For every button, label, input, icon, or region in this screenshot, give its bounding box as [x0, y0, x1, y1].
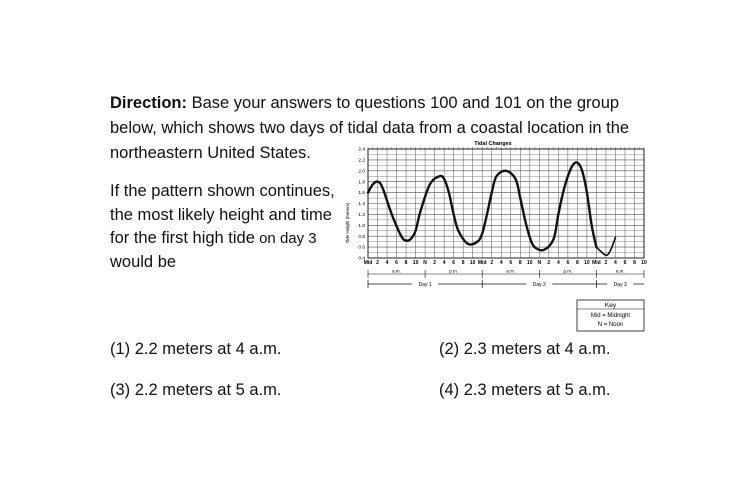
day-label: Day 3 — [613, 281, 627, 288]
answer-option-3[interactable]: (3) 2.2 meters at 5 a.m. — [110, 381, 282, 399]
x-tick-label: Mid — [363, 260, 373, 266]
y-tick-label: 0.4 — [358, 256, 365, 262]
day-label: Day 1 — [418, 281, 432, 288]
x-tick-label: 8 — [404, 260, 408, 266]
x-tick-label: N — [423, 260, 427, 266]
key-line-1: Mid = Midnight — [590, 313, 631, 319]
period-label: a.m. — [615, 268, 625, 274]
x-tick-label: 10 — [527, 260, 533, 266]
y-tick-label: 0.8 — [358, 234, 365, 240]
y-tick-label: 2.0 — [358, 169, 365, 175]
y-tick-label: 1.4 — [358, 202, 365, 208]
y-tick-label: 1.6 — [358, 191, 365, 197]
x-tick-label: 4 — [614, 260, 617, 266]
key-title: Key — [604, 302, 617, 309]
x-tick-label: 4 — [442, 260, 446, 266]
question-line-4: would be — [110, 252, 177, 271]
tidal-chart — [335, 135, 650, 335]
x-tick-label: 6 — [623, 260, 627, 266]
x-tick-label: 10 — [584, 260, 590, 266]
question-line-3a: for the first high tide — [110, 229, 255, 247]
x-tick-label: 8 — [633, 260, 636, 266]
x-tick-label: 6 — [509, 260, 513, 266]
key-line-2: N = Noon — [597, 322, 624, 328]
direction-text: Base your answers to questions 100 and 101 on the group below, which shows two days of tidal data from a coastal location in the northeastern United States. — [110, 94, 630, 162]
chart-ylabel: Tide Height (meters) — [345, 202, 350, 244]
x-tick-label: 10 — [412, 260, 419, 266]
x-tick-label: 10 — [469, 260, 476, 266]
answer-option-4[interactable]: (4) 2.3 meters at 5 a.m. — [439, 381, 611, 399]
x-tick-label: 2 — [376, 260, 379, 266]
x-tick-label: 2 — [433, 260, 437, 266]
y-tick-label: 2.4 — [358, 147, 365, 153]
x-tick-label: 8 — [518, 260, 522, 266]
question-line-2: the most likely height and time — [110, 205, 332, 224]
y-tick-label: 2.2 — [358, 158, 365, 164]
x-tick-label: 6 — [395, 260, 398, 266]
question-line-1: If the pattern shown continues, — [110, 182, 335, 200]
y-tick-label: 1.8 — [358, 180, 365, 186]
x-tick-label: Mid — [477, 260, 487, 266]
y-tick-label: 1.0 — [358, 223, 365, 229]
x-tick-label: 2 — [547, 260, 551, 266]
chart-title: Tidal Changes — [474, 141, 512, 147]
question-text — [110, 180, 350, 274]
x-tick-label: 10 — [641, 260, 647, 266]
x-tick-label: 8 — [575, 260, 579, 266]
day-label: Day 2 — [532, 281, 546, 288]
x-tick-label: 4 — [499, 260, 503, 266]
y-tick-label: 1.2 — [358, 213, 365, 218]
answer-option-1[interactable]: (1) 2.2 meters at 4 a.m. — [110, 340, 282, 358]
question-line-3 — [110, 227, 350, 251]
period-label: p.m. — [563, 268, 573, 274]
x-tick-label: 2 — [604, 260, 608, 266]
x-tick-label: 6 — [452, 260, 456, 266]
x-tick-label: 4 — [556, 260, 560, 266]
y-tick-label: 0.6 — [358, 245, 365, 251]
period-label: a.m. — [392, 268, 401, 274]
x-tick-label: Mid — [592, 260, 601, 266]
x-tick-label: 6 — [566, 260, 570, 266]
question-line-3b: on day 3 — [254, 230, 317, 247]
answer-option-2[interactable]: (2) 2.3 meters at 4 a.m. — [439, 340, 611, 358]
x-tick-label: N — [537, 260, 542, 266]
chart-key — [577, 300, 644, 331]
period-label: a.m. — [506, 268, 516, 274]
x-tick-label: 8 — [461, 260, 465, 266]
period-label: p.m. — [449, 268, 459, 274]
direction-label: Direction: — [110, 94, 188, 112]
x-tick-label: 2 — [490, 260, 494, 266]
x-tick-label: 4 — [385, 260, 389, 266]
